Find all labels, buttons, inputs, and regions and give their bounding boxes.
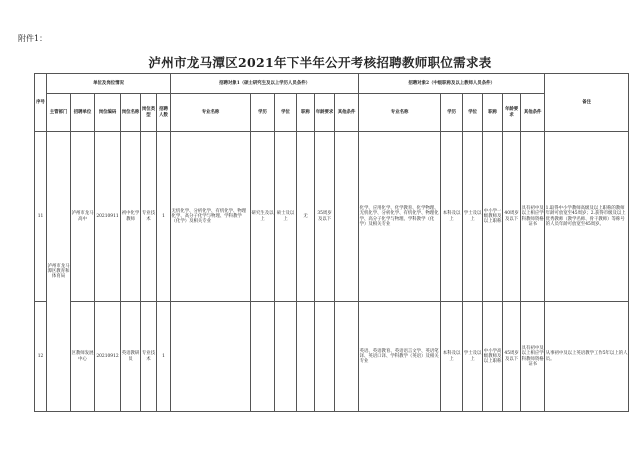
row-count: 1 — [157, 302, 171, 412]
row-seq: 11 — [35, 132, 47, 302]
row-code: 20210911 — [95, 132, 121, 302]
header-row-group — [35, 74, 629, 94]
row-other1 — [335, 302, 359, 412]
row-edu2: 本科及以上 — [441, 302, 463, 412]
row-title2: 中小学高级教师及以上职称 — [483, 302, 503, 412]
positions-table — [34, 73, 629, 412]
row-degree1: 硕士及以上 — [275, 132, 297, 302]
row-age1: 35周岁及以下 — [315, 132, 335, 302]
row-pos-type: 专业技术 — [141, 302, 157, 412]
header-target1: 招聘对象1（硕士研究生及以上学历人员条件） — [171, 74, 359, 94]
row-edu1 — [251, 302, 275, 412]
header-target2: 招聘对象2（中级职称及以上教师人员条件） — [359, 74, 545, 94]
header-pos-name: 岗位名称 — [121, 94, 141, 132]
row-major2: 英语、英语教育、英语语言文学、英语笔译、英语口译、学科教学（英语）及相关专业 — [359, 302, 441, 412]
row-edu1: 研究生及以上 — [251, 132, 275, 302]
row-age2: 40周岁及以下 — [503, 132, 521, 302]
attachment-label: 附件1： — [18, 34, 48, 43]
row-code: 20210912 — [95, 302, 121, 412]
header-title1: 职称 — [297, 94, 315, 132]
row-title2: 中小学一级教师及以上职称 — [483, 132, 503, 302]
row-count: 1 — [157, 132, 171, 302]
header-code: 岗位编码 — [95, 94, 121, 132]
header-age1: 年龄要求 — [315, 94, 335, 132]
row-title1: 无 — [297, 132, 315, 302]
header-degree2: 学位 — [463, 94, 483, 132]
row-degree2: 学士及以上 — [463, 132, 483, 302]
table-row — [35, 132, 629, 302]
row-degree2: 学士及以上 — [463, 302, 483, 412]
header-edu1: 学历 — [251, 94, 275, 132]
header-other2: 其他条件 — [521, 94, 545, 132]
row-title1 — [297, 302, 315, 412]
header-unit-group: 单位及岗位情况 — [47, 74, 171, 94]
row-major2: 化学、应用化学、化学教育、化学物理、无机化学、分析化学、有机化学、物理化学、高分子化学与物理、学科教学（化学）及相关专业 — [359, 132, 441, 302]
header-major2: 专业名称 — [359, 94, 441, 132]
header-count: 招聘人数 — [157, 94, 171, 132]
header-other1: 其他条件 — [335, 94, 359, 132]
row-pos-name: 初中化学教师 — [121, 132, 141, 302]
row-pos-type: 专业技术 — [141, 132, 157, 302]
row-dept: 泸州市龙马潭区教育和体育局 — [47, 132, 71, 412]
row-major1 — [171, 302, 251, 412]
table-row — [35, 302, 629, 412]
header-seq: 序号 — [35, 74, 47, 132]
row-unit: 区教师发展中心 — [71, 302, 95, 412]
row-age1 — [315, 302, 335, 412]
row-seq: 12 — [35, 302, 47, 412]
header-title2: 职称 — [483, 94, 503, 132]
row-other2: 具有初中及以上相应学科教师资格证书 — [521, 302, 545, 412]
row-pos-name: 英语教研员 — [121, 302, 141, 412]
header-age2: 年龄要求 — [503, 94, 521, 132]
row-unit: 泸州市龙马高中 — [71, 132, 95, 302]
header-edu2: 学历 — [441, 94, 463, 132]
row-major1: 无机化学、分析化学、有机化学、物理化学、高分子化学与物理、学科教学（化学）及相关专业 — [171, 132, 251, 302]
row-remarks: 1.取得中小学教师高级及以上职称的教师年龄可放宽至45周岁；2.获得市级及以上优秀教师（教学名师、骨干教师）等称号的人员年龄可放宽至45周岁。 — [545, 132, 629, 302]
page-title: 泸州市龙马潭区2021年下半年公开考核招聘教师职位需求表 — [148, 55, 492, 70]
header-dept: 主管部门 — [47, 94, 71, 132]
header-pos-type: 岗位类型 — [141, 94, 157, 132]
header-major1: 专业名称 — [171, 94, 251, 132]
row-degree1 — [275, 302, 297, 412]
row-age2: 45周岁及以下 — [503, 302, 521, 412]
row-remarks: 从事初中及以上英语教学工作5年以上的人员。 — [545, 302, 629, 412]
header-remarks: 备注 — [545, 74, 629, 132]
header-unit: 招聘单位 — [71, 94, 95, 132]
row-edu2: 本科及以上 — [441, 132, 463, 302]
header-degree1: 学位 — [275, 94, 297, 132]
row-other1 — [335, 132, 359, 302]
header-row-columns — [35, 94, 629, 132]
row-other2: 具有初中及以上相应学科教师资格证书 — [521, 132, 545, 302]
